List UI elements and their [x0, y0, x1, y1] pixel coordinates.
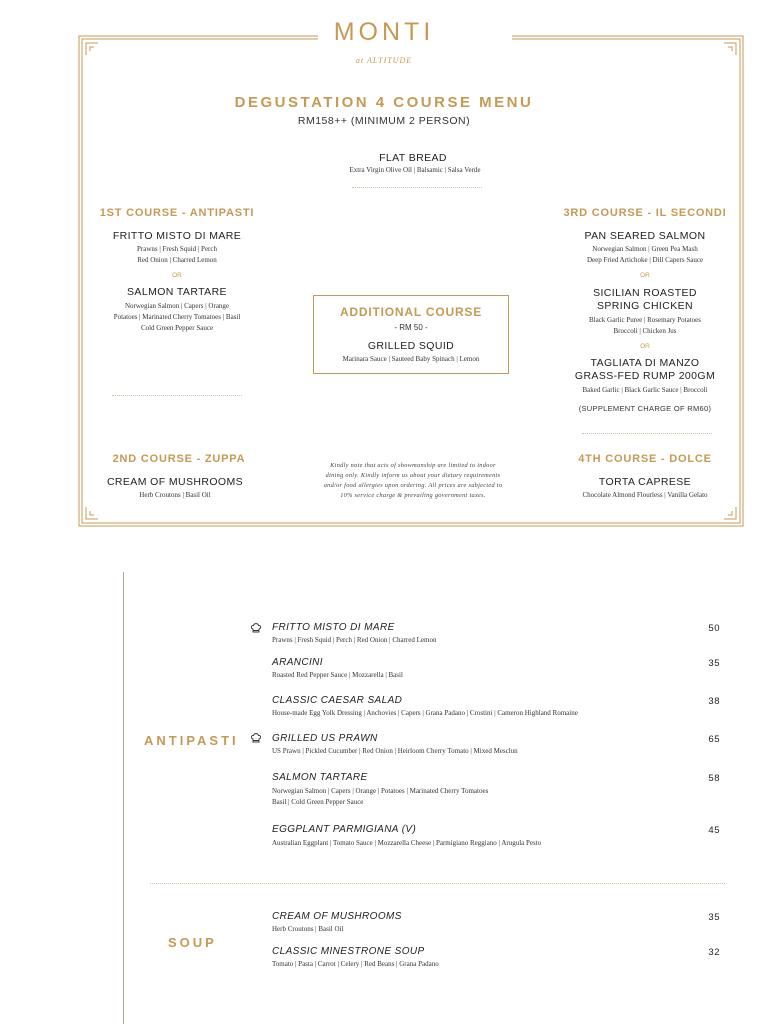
course3-opt2-desc2: Broccoli | Chicken Jus [613, 327, 677, 335]
menu-item-desc: US Prawn | Pickled Cucumber | Red Onion | Heirloom Cherry Tomato | Mixed Mesclun [272, 747, 518, 755]
course1-opt2-name: SALMON TARTARE [127, 286, 227, 298]
menu-item-price: 38 [708, 696, 720, 707]
menu-item-name: CLASSIC MINESTRONE SOUP [272, 946, 425, 957]
course2-heading: 2ND COURSE - ZUPPA [112, 453, 246, 465]
menu-item-desc: Tomato | Pasta | Carrot | Celery | Red Beans | Grana Padano [272, 960, 439, 968]
course3-opt2-name2: SPRING CHICKEN [596, 300, 694, 312]
course3-opt1-name: PAN SEARED SALMON [584, 230, 706, 242]
menu-item-name: SALMON TARTARE [272, 772, 368, 783]
section-divider [150, 883, 725, 884]
course4-desc: Chocolate Almond Flourless | Vanilla Gelato [582, 491, 708, 499]
divider [112, 395, 242, 396]
supplement-note: (SUPPLEMENT CHARGE OF RM60) [578, 404, 712, 413]
course1-opt2-desc3: Cold Green Pepper Sauce [140, 324, 214, 332]
note-line4: 10% service charge & prevailing government taxes. [340, 492, 486, 499]
course3-opt1-desc2: Deep Fried Artichoke | Dill Capers Sauce [586, 256, 704, 264]
course1-opt2-desc1: Norwegian Salmon | Capers | Orange [124, 302, 230, 310]
course1-opt1-desc1: Prawns | Fresh Squid | Perch [137, 245, 217, 253]
course3-opt1-desc1: Norwegian Salmon | Green Pea Mash [592, 245, 698, 253]
or-label: OR [640, 272, 650, 279]
logo: MONTI [333, 18, 435, 46]
menu-item-desc: Australian Eggplant | Tomato Sauce | Mozzarella Cheese | Parmigiano Reggiano | Arugula Pesto [272, 839, 542, 847]
menu-item-desc: Basil | Cold Green Pepper Sauce [272, 798, 364, 806]
note-line1: Kindly note that acts of showmanship are limited to indoor [330, 462, 496, 469]
menu-item-price: 58 [708, 773, 720, 784]
bread-desc: Extra Virgin Olive Oil | Balsamic | Salsa Verde [349, 166, 481, 174]
course3-heading: 3RD COURSE - IL SECONDI [563, 207, 727, 219]
course3-opt2-name1: SICILIAN ROASTED [593, 287, 697, 299]
section-rule [123, 572, 124, 1024]
chef-hat-icon [250, 622, 262, 634]
menu-item-price: 35 [708, 658, 720, 669]
menu-item-price: 45 [708, 825, 720, 836]
menu-item-desc: Norwegian Salmon | Capers | Orange | Potatoes | Marinated Cherry Tomatoes [272, 787, 489, 795]
course1-opt1-desc2: Red Onion | Charred Lemon [137, 256, 217, 264]
additional-heading: ADDITIONAL COURSE [339, 305, 483, 319]
note-line3: and/or food allergies upon ordering. All prices are subjected to [323, 482, 503, 489]
course1-heading: 1ST COURSE - ANTIPASTI [99, 207, 255, 219]
or-label: OR [640, 343, 650, 350]
menu-item-name: FRITTO MISTO DI MARE [272, 622, 395, 633]
chef-hat-icon [250, 732, 262, 744]
additional-price: - RM 50 - [394, 323, 428, 332]
menu-item-price: 50 [708, 623, 720, 634]
antipasti-heading: ANTIPASTI [144, 733, 239, 748]
menu-title: DEGUSTATION 4 COURSE MENU [234, 94, 534, 111]
course1-opt1-name: FRITTO MISTO DI MARE [112, 230, 242, 242]
menu-item-desc: Prawns | Fresh Squid | Perch | Red Onion | Charred Lemon [272, 636, 437, 644]
course3-opt3-name2: GRASS-FED RUMP 200GM [574, 370, 716, 382]
course3-opt2-desc1: Black Garlic Puree | Rosemary Potatoes [588, 316, 701, 324]
menu-item-name: GRILLED US PRAWN [272, 733, 378, 744]
course2-desc: Herb Croutons | Basil Oil [139, 491, 211, 499]
menu-item-desc: Roasted Red Pepper Sauce | Mozzarella | Basil [272, 671, 403, 679]
menu-item-name: EGGPLANT PARMIGIANA (V) [272, 824, 417, 835]
soup-heading: SOUP [168, 935, 217, 950]
course3-opt3-desc: Baked Garlic | Black Garlic Sauce | Broccoli [582, 386, 708, 394]
course1-opt2-desc2: Potatoes | Marinated Cherry Tomatoes | Basil [113, 313, 241, 321]
course3-opt3-name1: TAGLIATA DI MANZO [590, 357, 700, 369]
note-line2: dining only. Kindly inform us about your dietary requirements [325, 472, 501, 479]
menu-item-name: ARANCINI [272, 657, 323, 668]
menu-item-desc: House-made Egg Yolk Dressing | Anchovies | Capers | Grana Padano | Crostini | Cameron Highland Romaine [272, 709, 578, 717]
or-label: OR [172, 272, 182, 279]
menu-item-price: 65 [708, 734, 720, 745]
course4-heading: 4TH COURSE - DOLCE [578, 453, 712, 465]
course4-name: TORTA CAPRESE [598, 476, 692, 488]
menu-item-desc: Herb Croutons | Basil Oil [272, 925, 344, 933]
course2-name: CREAM OF MUSHROOMS [106, 476, 244, 488]
divider [352, 187, 482, 188]
menu-item-name: CLASSIC CAESAR SALAD [272, 695, 403, 706]
logo-subtitle: at ALTITUDE [355, 56, 413, 65]
menu-item-name: CREAM OF MUSHROOMS [272, 911, 402, 922]
bread-name: FLAT BREAD [379, 152, 447, 164]
divider [582, 433, 712, 434]
menu-subtitle: RM158++ (MINIMUM 2 PERSON) [297, 115, 471, 127]
additional-desc: Marinara Sauce | Sauteed Baby Spinach | Lemon [342, 355, 480, 363]
additional-name: GRILLED SQUID [367, 340, 455, 352]
menu-item-price: 32 [708, 947, 720, 958]
menu-item-price: 35 [708, 912, 720, 923]
